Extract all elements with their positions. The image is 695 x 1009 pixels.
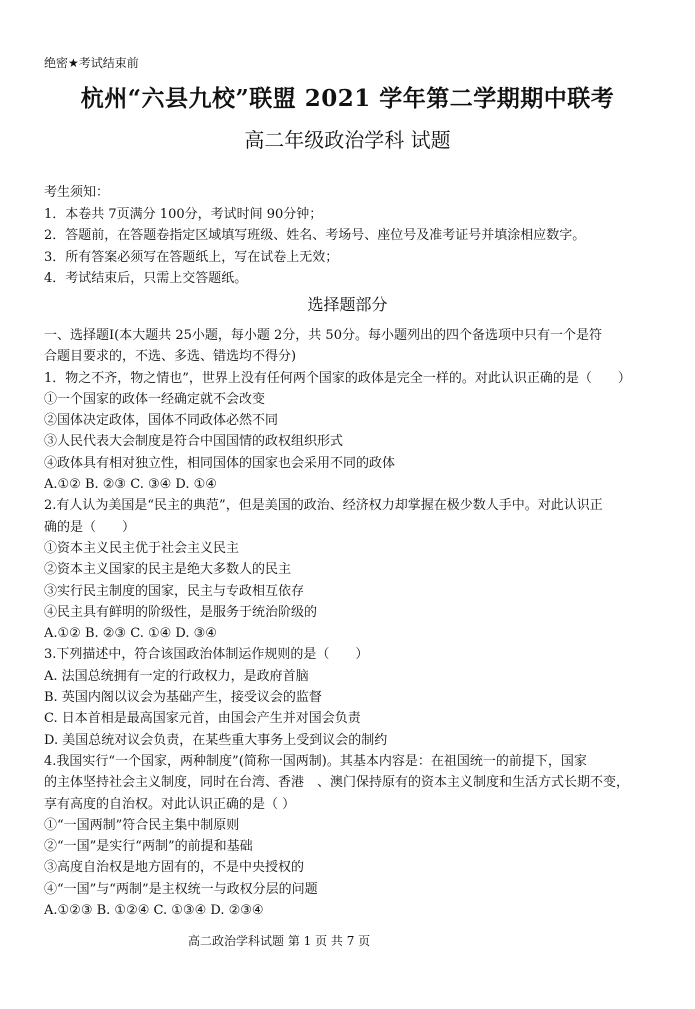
question-option: ①“一国两制”符合民主集中制原则 [44,817,240,833]
question-1 [44,368,656,496]
question-stem: 4.我国实行“一个国家，两种制度”(简称一国两制)。其基本内容是：在祖国统一的前提下，国家 [44,753,587,769]
exam-title: 杭州“六县九校”联盟 2021 学年第二学期期中联考 [80,85,615,112]
instruction-line: 一、选择题Ⅰ(本大题共 25小题，每小题 2分，共 50分。每小题列出的四个备选项中只有一个是符 [44,328,602,343]
section-heading: 选择题部分 [307,295,388,314]
question-option: ②“一国”是实行“两制”的前提和基础 [44,839,253,855]
answer-choices: A.①②③ B. ①②④ C. ①③④ D. ②③④ [44,903,264,919]
exam-subtitle: 高二年级政治学科 试题 [244,128,451,152]
answer-choices: A.①② B. ②③ C. ①④ D. ③④ [44,626,217,642]
question-4 [44,751,656,921]
question-stem: 2.有人认为美国是“民主的典范”，但是美国的政治、经济权力却掌握在极少数人手中。对此认识正 [44,498,603,514]
note-item: 1．本卷共 7页满分 100分，考试时间 90分钟； [44,206,323,222]
question-stem: 的主体坚持社会主义制度，同时在台湾、香港 、澳门保持原有的资本主义制度和生活方式长期不变， [44,775,630,791]
question-option: ③人民代表大会制度是符合中国国情的政权组织形式 [44,434,344,450]
question-stem: 享有高度的自治权。对此认识正确的是（ ） [44,796,296,812]
question-option: ④民主具有鲜明的阶级性，是服务于统治阶级的 [44,604,318,620]
question-option: D. 美国总统对议会负责，在某些重大事务上受到议会的制约 [44,732,388,748]
instruction-line: 合题目要求的，不选、多选、错选均不得分) [44,349,297,365]
question-option: A. 法国总统拥有一定的行政权力，是政府首脑 [44,668,309,684]
question-option: ③高度自治权是地方固有的，不是中央授权的 [44,860,305,876]
note-item: 4．考试结束后，只需上交答题纸。 [44,271,248,286]
confidential-mark: 绝密★考试结束前 [44,56,139,70]
question-option: B. 英国内阁以议会为基础产生，接受议会的监督 [44,690,322,706]
question-option: ①资本主义民主优于社会主义民主 [44,540,240,556]
note-item: 2．答题前，在答题卷指定区域填写班级、姓名、考场号、座位号及准考证号并填涂相应数字。 [44,228,586,243]
question-option: ③实行民主制度的国家，民主与专政相互依存 [44,583,305,599]
question-option: ②资本主义国家的民主是绝大多数人的民主 [44,562,292,578]
question-stem: 确的是（ ） [44,519,136,535]
question-option: C. 日本首相是最高国家元首，由国会产生并对国会负责 [44,711,361,727]
question-option: ④“一国”与“两制”是主权统一与政权分层的问题 [44,881,318,897]
question-2 [44,495,656,644]
question-body [44,325,656,921]
question-option: ④政体具有相对独立性，相同国体的国家也会采用不同的政体 [44,455,396,471]
question-stem: 3.下列描述中，符合该国政治体制运作规则的是（ ） [44,647,369,663]
question-option: ①一个国家的政体一经确定就不会改变 [44,391,266,407]
page-footer: 高二政治学科试题 第 1 页 共 7 页 [188,934,371,948]
candidate-notes [44,182,585,290]
question-3 [44,644,656,750]
question-option: ②国体决定政体，国体不同政体必然不同 [44,413,279,429]
notes-heading: 考生须知： [44,185,110,200]
answer-choices: A.①② B. ②③ C. ③④ D. ①④ [44,477,217,493]
question-stem: 1．物之不齐，物之情也”，世界上没有任何两个国家的政体是完全一样的。对此认识正确的是（ ） [44,370,631,386]
note-item: 3．所有答案必须写在答题纸上，写在试卷上无效； [44,249,339,265]
